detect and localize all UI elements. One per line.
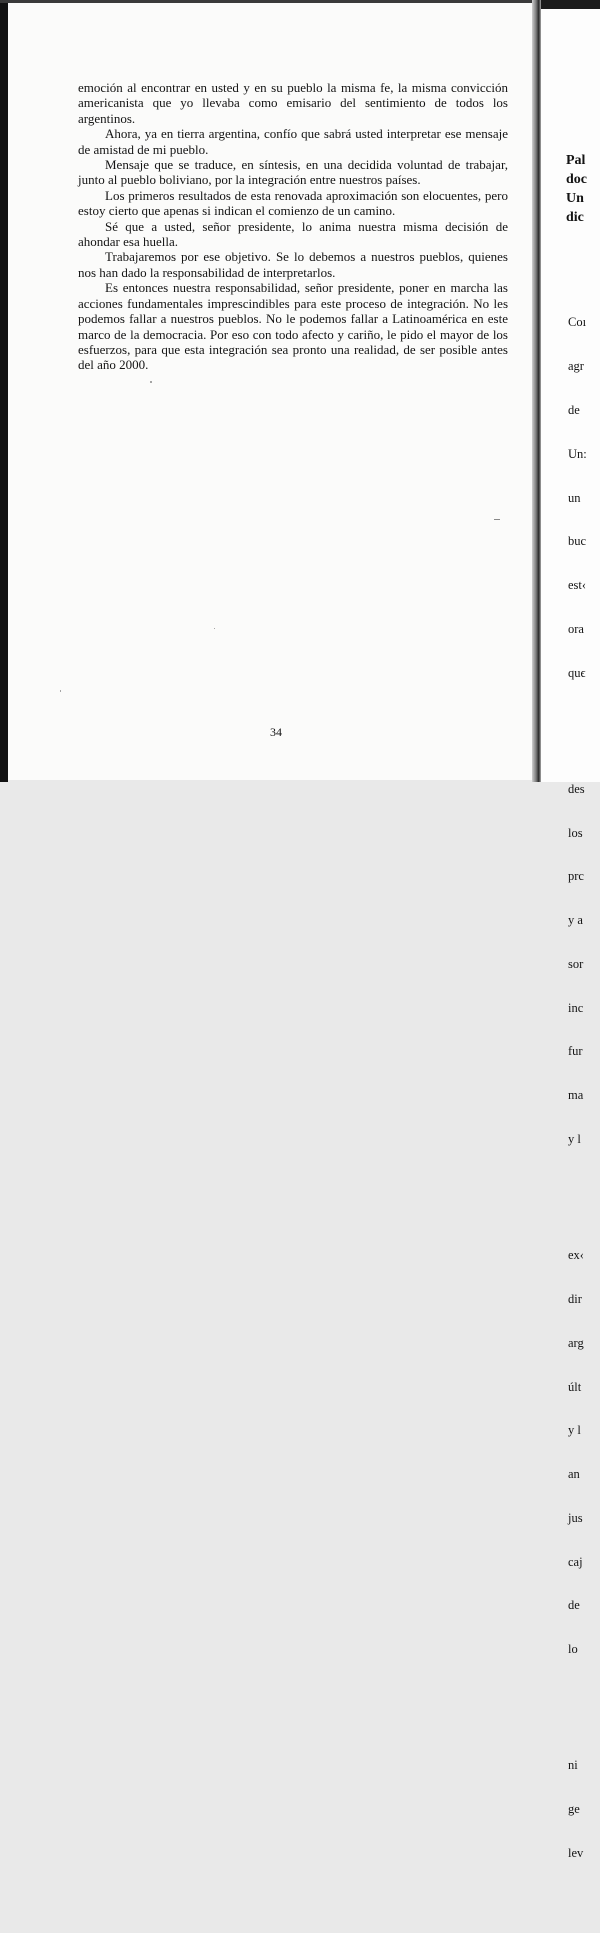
text-line: an [568, 1467, 580, 1482]
text-line: de [568, 1598, 580, 1613]
text-line: Un: [568, 446, 587, 461]
heading-line: Un [566, 191, 584, 206]
text-line: lo [568, 1642, 578, 1657]
text-line: des [568, 781, 585, 796]
facing-paragraph-1 [568, 286, 587, 709]
text-line: ora [568, 621, 584, 636]
body-text [78, 80, 508, 373]
text-line: y a [568, 913, 583, 928]
text-line: buc [568, 534, 587, 549]
text-line: prc [568, 869, 584, 884]
text-line: un [568, 490, 581, 505]
text-line: lev [568, 1845, 584, 1860]
text-line: y l [568, 1132, 581, 1147]
facing-page-body [568, 257, 587, 1933]
heading-line: doc [566, 172, 587, 187]
text-line: los [568, 825, 583, 840]
scan-speck [60, 690, 61, 692]
text-line: ma [568, 1088, 584, 1103]
text-line: est‹ [568, 578, 587, 593]
text-line: arg [568, 1335, 584, 1350]
text-line: quϵ [568, 665, 586, 680]
scan-speck [494, 519, 500, 520]
text-line: de [568, 402, 580, 417]
scan-top-edge [0, 0, 540, 3]
paragraph-7: Es entonces nuestra responsabilidad, señor presidente, poner en marcha las acciones fundamentales imprescindibles para este proceso de integración. No les podemos fallar a nuestros pueblos. No le podemos fallar a Latinoamérica en este marco de la democracia. Por eso con todo afecto y cariño, le pido el mayor de los esfuerzos, para que esta integración sea pronto una realidad, de ser posible antes del año 2000. [78, 280, 508, 373]
text-line: sor [568, 956, 584, 971]
scan-speck [214, 628, 215, 629]
text-line: Coı [568, 315, 587, 330]
scan-left-edge [0, 0, 8, 782]
facing-paragraph-4 [568, 1729, 587, 1890]
facing-page-top-edge [541, 0, 600, 9]
text-line: ni [568, 1758, 578, 1773]
paragraph-2: Ahora, ya en tierra argentina, confío que sabrá usted interpretar ese mensaje de amistad de mi pueblo. [78, 126, 508, 157]
facing-paragraph-2 [568, 753, 587, 1176]
text-line: caj [568, 1554, 583, 1569]
facing-paragraph-3 [568, 1219, 587, 1686]
text-line: jus [568, 1510, 583, 1525]
paragraph-5: Sé que a usted, señor presidente, lo anima nuestra misma decisión de ahondar esa huella. [78, 218, 508, 250]
text-line: agr [568, 359, 584, 374]
facing-page-heading [566, 151, 587, 227]
heading-line: dic [566, 210, 584, 225]
text-line: fur [568, 1044, 583, 1059]
paragraph-3: Mensaje que se traduce, en síntesis, en una decidida voluntad de trabajar, junto al pueblo boliviano, por la integración entre nuestros países. [78, 157, 508, 188]
text-line: dir [568, 1291, 582, 1306]
text-line: últ [568, 1379, 582, 1394]
book-spine [532, 0, 541, 782]
text-line: ex‹ [568, 1248, 584, 1263]
paragraph-1: emoción al encontrar en usted y en su pueblo la misma fe, la misma convicción americanista que yo llevaba como emisario del sentimiento de todos los argentinos. [78, 80, 508, 126]
facing-page [541, 0, 600, 1860]
paragraph-6: Trabajaremos por ese objetivo. Se lo debemos a nuestros pueblos, quienes nos han dado la responsabilidad de interpretarlos. [78, 249, 508, 280]
text-line: y l [568, 1423, 581, 1438]
heading-line: Pal [566, 153, 586, 168]
page-number: 34 [270, 725, 282, 739]
scan-speck [150, 381, 152, 383]
text-line: ge [568, 1802, 580, 1817]
text-line: inc [568, 1000, 584, 1015]
paragraph-4: Los primeros resultados de esta renovada aproximación son elocuentes, pero estoy cierto que apenas si indican el comienzo de un camino. [78, 187, 508, 219]
